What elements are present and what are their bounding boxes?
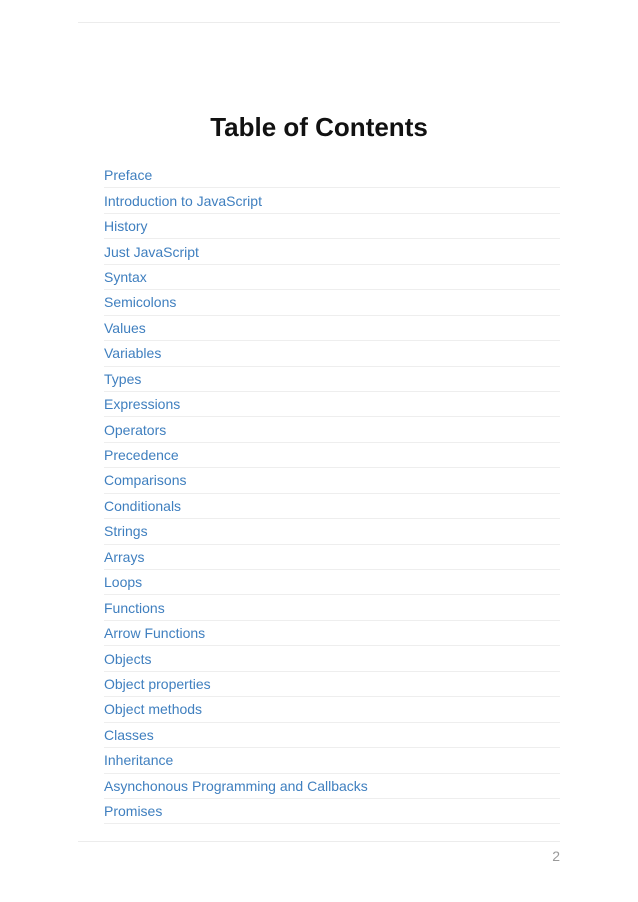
toc-item <box>104 265 560 290</box>
toc-link[interactable]: Objects <box>104 650 152 667</box>
toc-link[interactable]: Functions <box>104 599 165 616</box>
toc-item <box>104 519 560 544</box>
toc-link[interactable]: Loops <box>104 574 143 591</box>
toc-link[interactable]: Classes <box>104 726 154 743</box>
toc-item <box>104 723 560 748</box>
toc-item <box>104 621 560 646</box>
toc-item <box>104 672 560 697</box>
toc-item <box>104 494 560 519</box>
toc-link[interactable]: Inheritance <box>104 752 174 769</box>
toc-item <box>104 748 560 773</box>
toc-item <box>104 570 560 595</box>
toc-link[interactable]: Variables <box>104 345 162 362</box>
toc-item <box>104 545 560 570</box>
toc-link[interactable]: Conditionals <box>104 497 182 514</box>
toc-link[interactable]: Asynchonous Programming and Callbacks <box>104 777 368 794</box>
toc-item <box>104 417 560 442</box>
toc-item <box>104 392 560 417</box>
toc-link[interactable]: Arrays <box>104 548 145 565</box>
toc-item <box>104 163 560 188</box>
toc-link[interactable]: Values <box>104 319 146 336</box>
toc-link[interactable]: Syntax <box>104 268 147 285</box>
toc-link[interactable]: Object methods <box>104 701 203 718</box>
page-number: 2 <box>552 848 560 864</box>
toc-link[interactable]: Preface <box>104 167 153 184</box>
toc-item <box>104 697 560 722</box>
toc-item <box>104 367 560 392</box>
toc-item <box>104 188 560 213</box>
toc-link[interactable]: Types <box>104 370 142 387</box>
toc-link[interactable]: Just JavaScript <box>104 243 199 260</box>
toc-link[interactable]: Promises <box>104 803 163 820</box>
toc-link[interactable]: Strings <box>104 523 148 540</box>
toc-link[interactable]: Operators <box>104 421 167 438</box>
toc-item <box>104 316 560 341</box>
table-of-contents <box>104 163 560 824</box>
toc-link[interactable]: History <box>104 218 148 235</box>
toc-item <box>104 290 560 315</box>
toc-link[interactable]: Comparisons <box>104 472 187 489</box>
footer-divider <box>78 841 560 842</box>
toc-item <box>104 341 560 366</box>
header-divider <box>78 22 560 23</box>
toc-link[interactable]: Expressions <box>104 396 181 413</box>
toc-item <box>104 595 560 620</box>
toc-item <box>104 214 560 239</box>
toc-item <box>104 646 560 671</box>
toc-item <box>104 443 560 468</box>
toc-item <box>104 468 560 493</box>
toc-link[interactable]: Object properties <box>104 675 211 692</box>
toc-item <box>104 799 560 824</box>
toc-item <box>104 239 560 264</box>
toc-link[interactable]: Introduction to JavaScript <box>104 192 262 209</box>
toc-link[interactable]: Semicolons <box>104 294 177 311</box>
page-title: Table of Contents <box>210 112 428 142</box>
toc-link[interactable]: Precedence <box>104 447 179 464</box>
toc-link[interactable]: Arrow Functions <box>104 625 206 642</box>
toc-item <box>104 774 560 799</box>
